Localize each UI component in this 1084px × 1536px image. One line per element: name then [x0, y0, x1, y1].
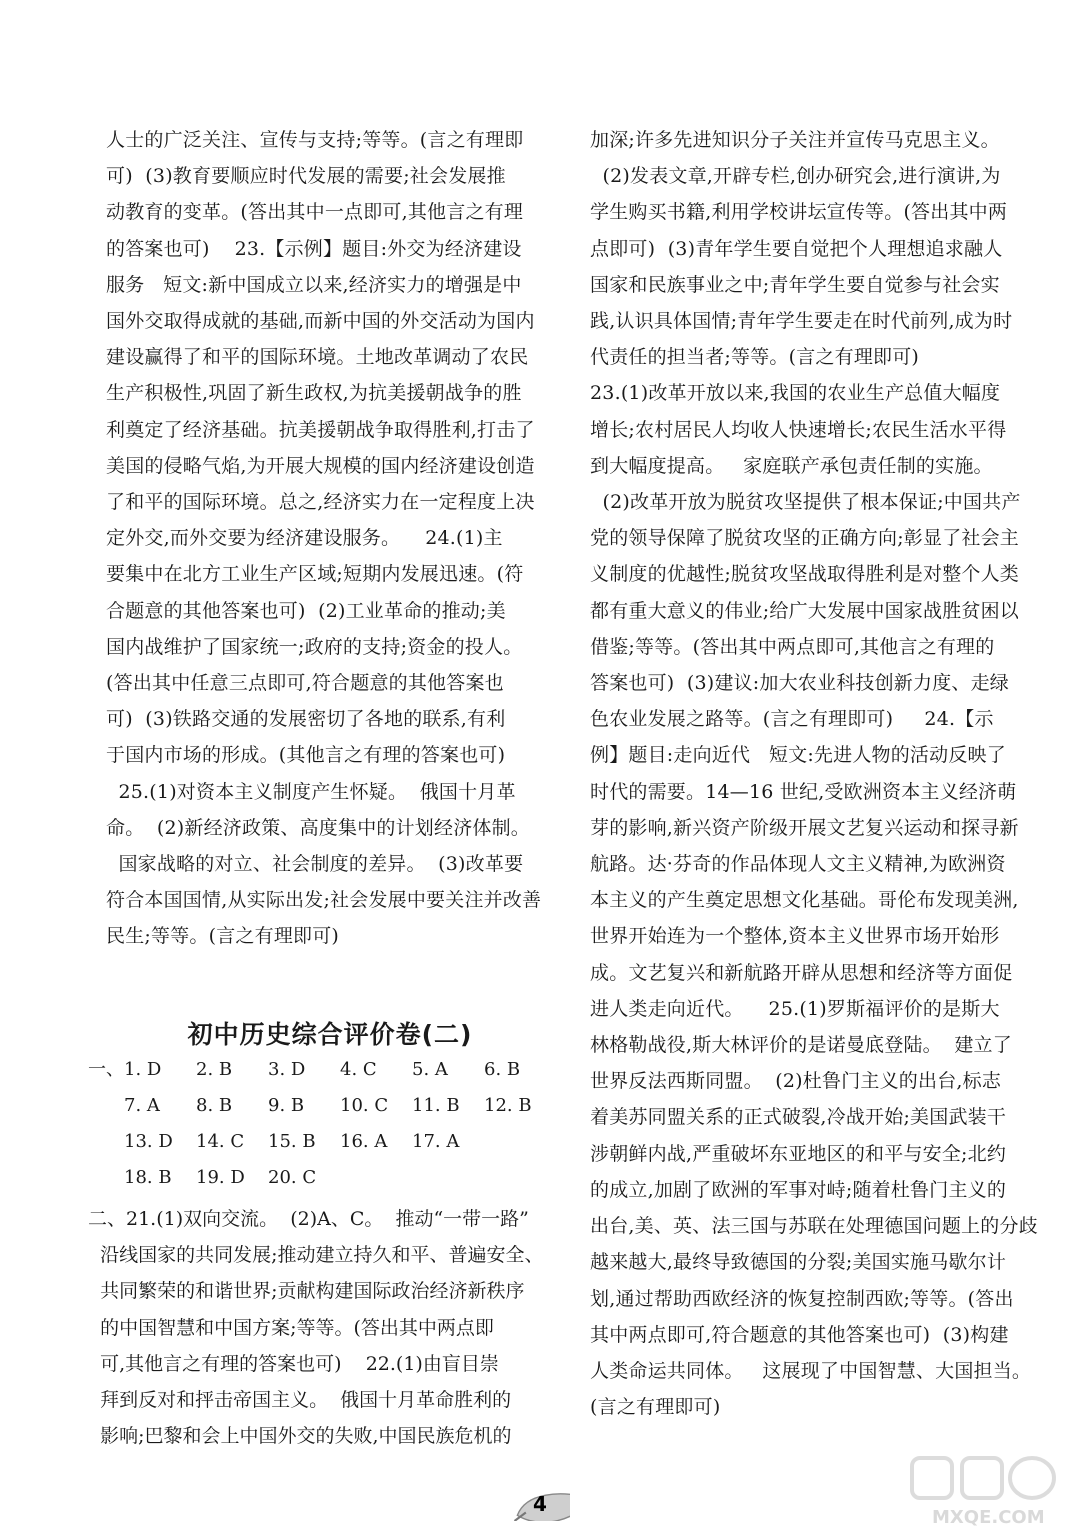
right-column-line: 进人类走向近代。 25.(1)罗斯福评价的是斯大	[590, 997, 1000, 1020]
right-column-line: (2)发表文章,开辟专栏,创办研究会,进行演讲,为	[590, 165, 1001, 188]
mc-answer: 14. C	[196, 1131, 245, 1152]
right-column-line: 其中两点即可,符合题意的其他答案也可) (3)构建	[590, 1323, 1009, 1346]
mc-answer: 2. B	[196, 1059, 233, 1080]
mc-answer: 18. B	[124, 1167, 172, 1188]
left-column	[106, 122, 546, 955]
right-column-line: 划,通过帮助西欧经济的恢复控制西欧;等等。(答出	[590, 1287, 1014, 1310]
right-column-line: 借鉴;等等。(答出其中两点即可,其他言之有理的	[590, 635, 995, 658]
mc-section-label: 一、	[88, 1059, 124, 1080]
section-title: 初中历史综合评价卷(二)	[187, 1020, 473, 1049]
right-column-line: 出台,美、英、法三国与苏联在处理德国问题上的分歧	[590, 1215, 1038, 1238]
left-column-line: 可) (3)铁路交通的发展密切了各地的联系,有利	[106, 708, 506, 731]
right-column-line: 着美苏同盟关系的正式破裂,冷战开始;美国武装干	[590, 1106, 1007, 1129]
mc-answer: 11. B	[412, 1095, 460, 1116]
left-column-line: 动教育的变革。(答出其中一点即可,其他言之有理	[106, 201, 524, 224]
right-column-line: 党的领导保障了脱贫攻坚的正确方向;彰显了社会主	[590, 527, 1020, 550]
right-column-line: 加深;许多先进知识分子关注并宣传马克思主义。	[590, 129, 1000, 151]
mc-answer: 6. B	[484, 1059, 521, 1080]
q2-line: 二、21.(1)双向交流。 (2)A、C。 推动“一带一路”	[88, 1208, 529, 1230]
right-column-line: 涉朝鲜内战,严重破坏东亚地区的和平与安全;北约	[590, 1142, 1007, 1165]
page-number-text: 4	[533, 1492, 547, 1516]
mc-answer: 4. C	[340, 1059, 377, 1080]
q2-line: 的中国智慧和中国方案;等等。(答出其中两点即	[88, 1316, 494, 1339]
right-column-line: 答案也可) (3)建议:加大农业科技创新力度、走绿	[590, 672, 1010, 695]
right-column-line: 世界反法西斯同盟。 (2)杜鲁门主义的出台,标志	[590, 1070, 1002, 1093]
right-column	[590, 122, 1038, 1425]
mc-answer: 19. D	[196, 1167, 245, 1188]
left-column-line: 的答案也可) 23.【示例】题目:外交为经济建设	[106, 237, 522, 260]
right-column-line: 义制度的优越性;脱贫攻坚战取得胜利是对整个人类	[590, 563, 1020, 586]
left-column-line: 25.(1)对资本主义制度产生怀疑。 俄国十月革	[106, 780, 516, 803]
right-column-line: 成。文艺复兴和新航路开辟从思想和经济等方面促	[590, 961, 1013, 984]
mc-row	[88, 1160, 556, 1196]
left-column-line: (答出其中任意三点即可,符合题意的其他答案也	[106, 672, 504, 695]
right-column-line: (2)改革开放为脱贫攻坚提供了根本保证;中国共产	[590, 491, 1021, 514]
right-column-line: 增长;农村居民人均收人快速增长;农民生活水平得	[590, 418, 1007, 441]
watermark-logo-icon	[892, 1452, 1072, 1512]
q2-line: 拜到反对和抨击帝国主义。 俄国十月革命胜利的	[88, 1389, 512, 1412]
mc-answer: 17. A	[412, 1131, 460, 1152]
left-column-line: 符合本国国情,从实际出发;社会发展中要关注并改善	[106, 889, 542, 912]
left-column-line: 国家战略的对立、社会制度的差异。 (3)改革要	[106, 853, 524, 876]
right-column-line: 色农业发展之路等。(言之有理即可) 24.【示	[590, 708, 994, 731]
right-column-line: 学生购买书籍,利用学校讲坛宣传等。(答出其中两	[590, 201, 1008, 224]
mc-answer: 9. B	[268, 1095, 305, 1116]
q2-line: 可,其他言之有理的答案也可) 22.(1)由盲目崇	[88, 1352, 499, 1375]
mc-answer: 8. B	[196, 1095, 233, 1116]
right-column-line: 践,认识具体国情;青年学生要走在时代前列,成为时	[590, 310, 1013, 333]
mc-answer: 5. A	[412, 1059, 448, 1080]
right-column-line: 国家和民族事业之中;青年学生要自觉参与社会实	[590, 273, 1000, 296]
mc-answer: 10. C	[340, 1095, 389, 1116]
watermark	[892, 1452, 1072, 1530]
right-column-line: 越来越大,最终导致德国的分裂;美国实施马歇尔计	[590, 1251, 1007, 1274]
left-column-line: 美国的侵略气焰,为开展大规模的国内经济建设创造	[106, 454, 535, 477]
mc-answer: 1. D	[124, 1059, 162, 1080]
right-column-line: 23.(1)改革开放以来,我国的农业生产总值大幅度	[590, 382, 1001, 405]
page-number	[510, 1487, 570, 1521]
right-column-line: 时代的需要。14—16 世纪,受欧洲资本主义经济萌	[590, 780, 1017, 803]
mc-answer: 20. C	[268, 1167, 317, 1188]
right-column-line: 世界开始连为一个整体,资本主义世界市场开始形	[590, 925, 1000, 948]
left-column-line: 服务 短文:新中国成立以来,经济实力的增强是中	[106, 273, 522, 296]
mc-answer: 13. D	[124, 1131, 173, 1152]
left-column-line: 利奠定了经济基础。抗美援朝战争取得胜利,打击了	[106, 418, 535, 441]
left-column-line: 人士的广泛关注、宣传与支持;等等。(言之有理即	[106, 129, 524, 151]
left-column-line: 民生;等等。(言之有理即可)	[106, 925, 340, 948]
q2-line: 影响;巴黎和会上中国外交的失败,中国民族危机的	[88, 1425, 512, 1448]
left-column-line: 要集中在北方工业生产区域;短期内发展迅速。(符	[106, 563, 524, 586]
right-column-line: 航路。达·芬奇的作品体现人文主义精神,为欧洲资	[590, 853, 1006, 876]
right-column-line: 都有重大意义的伟业;给广大发展中国家战胜贫困以	[590, 599, 1020, 622]
right-column-line: 例】题目:走向近代 短文:先进人物的活动反映了	[590, 744, 1006, 767]
mc-row	[88, 1124, 556, 1160]
mc-row	[88, 1088, 556, 1124]
watermark-text: MXQE.COM	[932, 1507, 1045, 1528]
q2-line: 共同繁荣的和谐世界;贡献构建国际政治经济新秩序	[88, 1280, 525, 1303]
mc-answer: 12. B	[484, 1095, 532, 1116]
left-column-line: 定外交,而外交要为经济建设服务。 24.(1)主	[106, 527, 503, 550]
left-column-line: 国内战维护了国家统一;政府的支持;资金的投人。	[106, 635, 523, 658]
mc-row	[88, 1052, 556, 1088]
left-column-line: 合题意的其他答案也可) (2)工业革命的推动;美	[106, 599, 506, 622]
q2-line: 沿线国家的共同发展;推动建立持久和平、普遍安全、	[88, 1244, 544, 1267]
right-column-line: (言之有理即可)	[590, 1396, 721, 1419]
multiple-choice-answers	[88, 1052, 556, 1196]
right-column-line: 代责任的担当者;等等。(言之有理即可)	[590, 346, 920, 369]
right-column-line: 林格勒战役,斯大林评价的是诺曼底登陆。 建立了	[590, 1034, 1012, 1057]
mc-answer: 7. A	[124, 1095, 160, 1116]
left-column-line: 可) (3)教育要顺应时代发展的需要;社会发展推	[106, 165, 506, 188]
left-column-line: 了和平的国际环境。总之,经济实力在一定程度上决	[106, 491, 535, 514]
right-column-line: 点即可) (3)青年学生要自觉把个人理想追求融人	[590, 237, 1003, 260]
left-column-line: 命。 (2)新经济政策、高度集中的计划经济体制。	[106, 816, 530, 839]
question-21-22-answers	[88, 1201, 548, 1454]
left-column-line: 国外交取得成就的基础,而新中国的外交活动为国内	[106, 310, 535, 333]
right-column-line: 人类命运共同体。 这展现了中国智慧、大国担当。	[590, 1359, 1032, 1382]
right-column-line: 芽的影响,新兴资产阶级开展文艺复兴运动和探寻新	[590, 816, 1019, 839]
left-column-line: 于国内市场的形成。(其他言之有理的答案也可)	[106, 744, 506, 767]
right-column-line: 到大幅度提高。 家庭联产承包责任制的实施。	[590, 454, 993, 477]
mc-answer: 3. D	[268, 1059, 306, 1080]
left-column-line: 生产积极性,巩固了新生政权,为抗美援朝战争的胜	[106, 382, 522, 405]
mc-answer: 16. A	[340, 1131, 388, 1152]
right-column-line: 的成立,加剧了欧洲的军事对峙;随着杜鲁门主义的	[590, 1178, 1007, 1201]
mc-answer: 15. B	[268, 1131, 316, 1152]
left-column-line: 建设赢得了和平的国际环境。土地改革调动了农民	[106, 346, 529, 369]
right-column-line: 本主义的产生奠定思想文化基础。哥伦布发现美洲,	[590, 889, 1019, 912]
